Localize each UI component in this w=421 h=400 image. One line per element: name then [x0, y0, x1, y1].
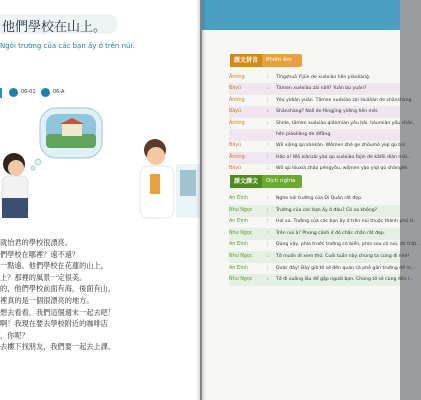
lesson-title: 他們學校在山上。 — [2, 20, 107, 35]
pinyin-row — [229, 95, 413, 107]
pinyin-text: Tāmen xuéxiào zài nǎlǐ? Yuǎn bù yuǎn? — [276, 86, 367, 92]
pinyin-text: Shānshàng? Nàlǐ de fēngjǐng yídìng hěn měi. — [276, 109, 379, 115]
pinyin-badge: 課文拼音 — [230, 54, 262, 67]
dialogue-line: 們學校在哪裡？遠不遠？ — [0, 249, 80, 259]
dialogue-text — [0, 237, 200, 353]
audio-icon[interactable] — [41, 88, 50, 97]
dialogue-line: 啊！我現在要去學校附近的咖啡店 — [0, 319, 108, 329]
speaker-name: Như Ngọc — [229, 207, 253, 213]
speaker-colon: : — [267, 242, 269, 248]
speaker-name: An Đình — [229, 265, 248, 271]
speaker-colon: : — [267, 109, 269, 115]
left-page — [0, 0, 200, 400]
speaker-name: Āntíng — [229, 120, 245, 126]
audio-marker — [0, 88, 2, 98]
speaker-name: An Đình — [229, 219, 248, 225]
speaker-colon: : — [267, 154, 269, 160]
speaker-colon: : — [267, 230, 269, 236]
pinyin-text: hěn piàoliàng de dìfāng. — [276, 132, 332, 137]
lesson-illustration — [0, 106, 200, 218]
pinyin-text: Shìde, tāmen xuéxiào qiánmiàn yǒu hǎi, hòumiàn yǒu shān, — [276, 120, 415, 126]
translation-row — [229, 251, 410, 263]
translation-text: Tớ đi xuống lầu để gặp người bạn. Chúng tớ sẽ cùng đến l... — [276, 277, 414, 283]
speaker-colon: : — [267, 196, 269, 201]
speaker-name: Bāyù — [229, 166, 242, 172]
pinyin-text: Tīngshuō Yìjūn de xuéxiào hěn piàoliàng. — [276, 75, 371, 80]
pinyin-section-header — [230, 54, 302, 67]
translation-row — [229, 274, 414, 286]
dialogue-line: 就怡君的學校很漂亮。 — [0, 238, 72, 247]
speaker-colon: : — [267, 143, 269, 149]
translation-text: Đúng vậy, phía trước trường có biển, phía sau có núi, đó thật... — [276, 242, 421, 248]
book-gutter — [196, 0, 206, 400]
speaker-colon: : — [267, 219, 269, 225]
translation-badge: 課文譯文 — [230, 175, 262, 188]
speaker-name: Bāyù — [229, 86, 242, 92]
pinyin-row — [229, 72, 400, 84]
translation-text: Trường của các bạn ấy ở đâu? Có xa không? — [276, 207, 378, 213]
audio-track-2[interactable]: 06-A — [53, 89, 65, 95]
translation-row — [229, 205, 400, 217]
right-page — [202, 0, 421, 400]
audio-icon[interactable] — [9, 88, 18, 97]
translation-row — [229, 193, 400, 205]
dialogue-line: 的，他們學校前面有海，後面有山， — [0, 284, 116, 294]
speaker-colon: : — [267, 207, 269, 213]
dialogue-line: 一點遠。他們學校在花蓮的山上， — [0, 261, 108, 271]
speaker-name: Như Ngọc — [229, 230, 253, 236]
page-header-band — [202, 0, 400, 30]
pinyin-text: Hǎo a! Wǒ xiànzài yào qù xuéxiào fùjìn de kāfēi diàn mǎi... — [276, 154, 412, 160]
translation-label: Dịch nghĩa — [266, 178, 296, 184]
speaker-colon: : — [267, 120, 269, 126]
dialogue-line: 去樓下找朋友，我們要一起去上課。 — [0, 342, 116, 352]
pinyin-row — [229, 83, 400, 95]
translation-text: Tớ muốn đi xem thử. Cuối tuần này chúng ta cùng đi nhé! — [276, 254, 410, 259]
pinyin-row — [229, 152, 412, 164]
speaker-name: An Đình — [229, 242, 248, 248]
translation-row — [229, 228, 400, 240]
translation-row — [229, 216, 418, 228]
translation-row — [229, 263, 416, 275]
translation-section-header — [230, 175, 302, 188]
lesson-title-bar — [0, 14, 118, 34]
speaker-colon: : — [267, 265, 269, 271]
pinyin-row — [229, 163, 409, 175]
speaker-name: Như Ngọc — [229, 277, 253, 283]
translation-text: Được đấy! Bây giờ tớ sẽ đến quán cà phê gần trường để m... — [276, 265, 416, 271]
speaker-colon: : — [267, 97, 269, 103]
speaker-name: Bāyù — [229, 143, 242, 149]
pinyin-row — [229, 118, 415, 130]
pinyin-label: Phiên âm — [266, 57, 292, 63]
audio-track-1[interactable]: 06-01 — [21, 89, 36, 95]
speaker-colon: : — [267, 254, 269, 259]
speaker-name: Āntíng — [229, 75, 245, 80]
dialogue-line: ，你呢？ — [0, 330, 29, 340]
speaker-name: Như Ngọc — [229, 254, 253, 259]
dialogue-line: 想去看看。我們這個週末一起去吧！ — [0, 307, 116, 317]
translation-text: Nghe nói trường của Di Quân rất đẹp. — [276, 196, 363, 201]
speaker-name: Āntíng — [229, 154, 245, 160]
pinyin-text: Yǒu yìdiǎn yuǎn. Tāmen xuéxiào zài Huālián de shānshàng. — [276, 97, 413, 103]
speaker-colon: : — [267, 277, 269, 283]
speaker-name: An Đình — [229, 196, 248, 201]
pinyin-row — [229, 140, 406, 152]
pinyin-row — [229, 129, 400, 141]
translation-text: Hơi xa. Trường của các bạn ấy ở trên núi thuộc thành phố H... — [276, 219, 418, 225]
translation-text: Trên núi à? Phong cảnh ở đó chắc chắn rất đẹp. — [276, 230, 386, 236]
speaker-name: Bāyù — [229, 109, 242, 115]
speaker-colon: : — [267, 75, 269, 80]
speaker-colon: : — [267, 86, 269, 92]
speaker-name: Āntíng — [229, 97, 245, 103]
pinyin-text: Wǒ qù lóuxià zhǎo péngyǒu, wǒmen yào yìqǐ qù shàngkè. — [276, 166, 409, 172]
lesson-subtitle: Ngôi trường của các bạn ấy ở trên núi. — [0, 42, 135, 50]
dialogue-line: 上？那裡的風景一定很美。 — [0, 272, 87, 282]
speaker-colon: : — [267, 166, 269, 172]
pinyin-text: Wǒ xiǎng qù kànkàn. Wǒmen zhè ge zhōumò yìqǐ qù ba! — [276, 143, 406, 149]
dialogue-line: 裡真的是一個很漂亮的地方。 — [0, 295, 94, 305]
translation-row — [229, 239, 421, 251]
pinyin-row — [229, 106, 400, 118]
